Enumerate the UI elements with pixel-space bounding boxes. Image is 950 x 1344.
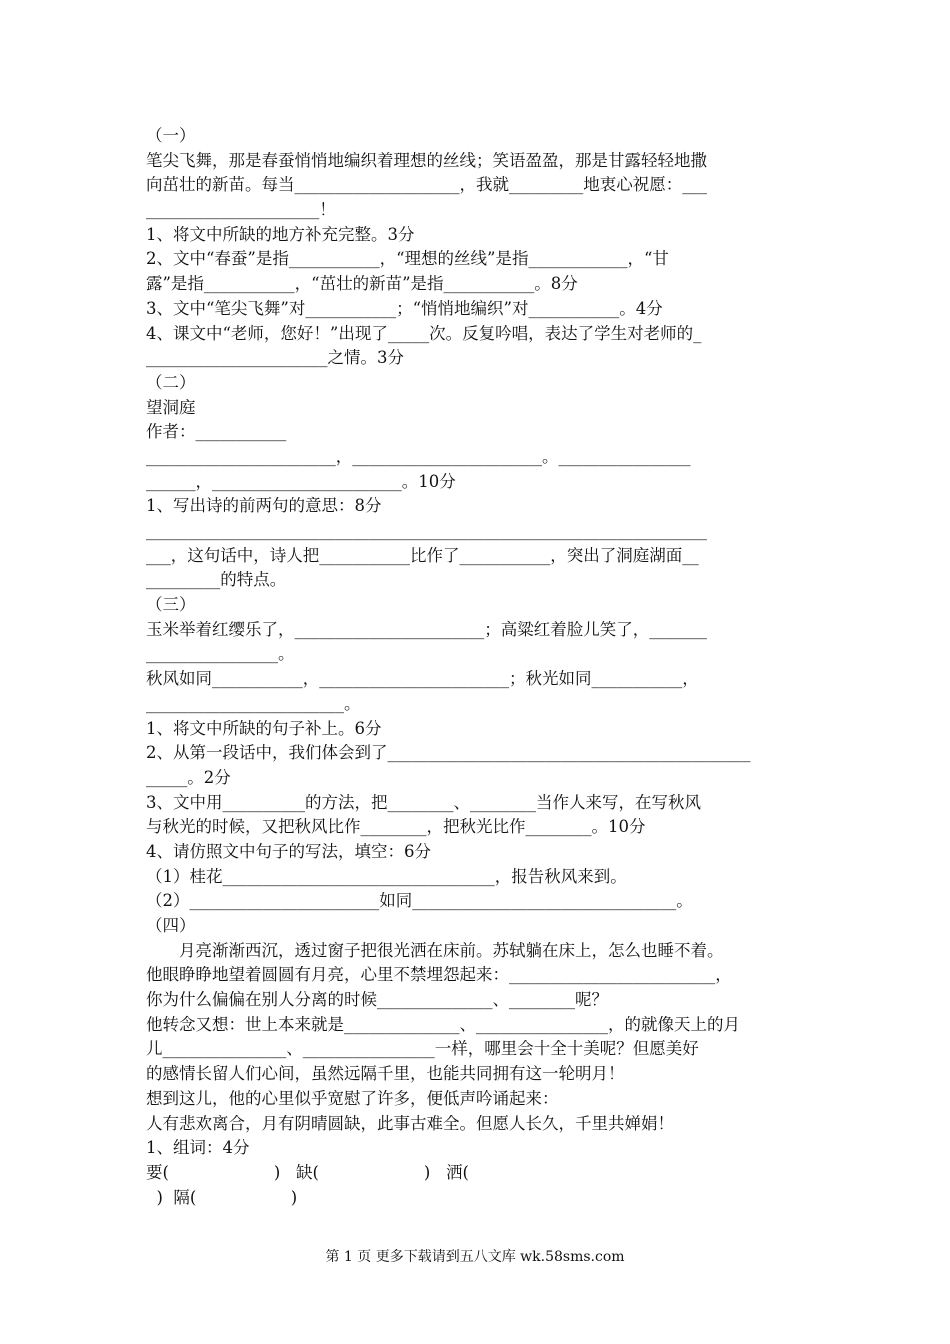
- text-line: ________________。: [146, 644, 295, 664]
- section-2: [146, 371, 806, 593]
- section-heading: （三）: [146, 595, 196, 615]
- question-line: 与秋光的时候，又把秋风比作________，把秋光比作________。10分: [146, 817, 646, 837]
- question-line: （1）桂花_________________________________，报告秋风来到。: [146, 866, 627, 886]
- question-line: 4、课文中“老师，您好！”出现了_____次。反复吟唱，表达了学生对老师的_: [146, 323, 702, 343]
- section-heading: （一）: [146, 126, 196, 145]
- section-3: [146, 593, 806, 914]
- question-line: （2）_______________________如同________________________________。: [146, 891, 693, 911]
- question-line: 1、将文中所缺的句子补上。6分: [146, 718, 382, 738]
- text-line: 笔尖飞舞，那是春蚕悄悄地编织着理想的丝线；笑语盈盈，那是甘露轻轻地撒: [146, 150, 707, 170]
- question-line: _________的特点。: [146, 570, 287, 590]
- text-line: 人有悲欢离合，月有阴晴圆缺，此事古难全。但愿人长久，千里共婵娟！: [146, 1113, 674, 1133]
- text-line: 他转念又想：世上本来就是______________、________________，的就像天上的月: [146, 1014, 740, 1034]
- text-line: 想到这儿，他的心里似乎宽慰了许多，便低声吟诵起来：: [146, 1088, 559, 1108]
- text-line: ________________________。: [146, 693, 361, 713]
- poem-title: 望洞庭: [146, 397, 196, 417]
- question-line: 3、文中用__________的方法，把________、________当作人来写，在写秋风: [146, 792, 701, 812]
- text-line: 儿_______________、________________一样，哪里会十全十美呢？但愿美好: [146, 1039, 699, 1059]
- question-line: 2、从第一段话中，我们体会到了____________________________________________: [146, 743, 751, 763]
- page-footer: 第 1 页 更多下载请到五八文库 wk.58sms.com: [325, 1249, 625, 1265]
- text-line: 他眼睁睁地望着圆圆有月亮，心里不禁埋怨起来：_________________________，: [146, 965, 732, 985]
- question-line: ______________________之情。3分: [146, 348, 404, 368]
- question-line: 1、将文中所缺的地方补充完整。3分: [146, 224, 415, 244]
- question-line: 3、文中“笔尖飞舞”对___________；“悄悄地编织”对___________。4分: [146, 298, 663, 318]
- text-line: _______________________，_______________________。________________: [146, 446, 691, 466]
- text-line: 向茁壮的新苗。每当____________________，我就_________地衷心祝愿：___: [146, 175, 707, 195]
- question-line: 1、写出诗的前两句的意思：8分: [146, 496, 382, 516]
- document-page: [146, 124, 806, 1210]
- text-line: 秋风如同___________，_______________________；秋光如同___________，: [146, 669, 699, 689]
- text-line: _____________________！: [146, 200, 336, 220]
- text-line: ______，_______________________。10分: [146, 471, 456, 491]
- question-line: 露”是指___________，“茁壮的新苗”是指___________。8分: [146, 274, 578, 294]
- question-line: ) 隔( ): [146, 1187, 298, 1207]
- section-1: [146, 124, 806, 371]
- text-line: 玉米举着红缨乐了，_______________________；高粱红着脸儿笑了，_______: [146, 619, 707, 639]
- text-line: 的感情长留人们心间，虽然远隔千里，也能共同拥有这一轮明月！: [146, 1064, 625, 1084]
- question-line: 4、请仿照文中句子的写法，填空：6分: [146, 841, 431, 861]
- question-line: 1、组词：4分: [146, 1138, 250, 1158]
- section-heading: （二）: [146, 372, 196, 392]
- question-line: 要( ) 缺( ) 洒(: [146, 1162, 469, 1182]
- question-line: ___，这句话中，诗人把___________比作了___________，突出了洞庭湖面__: [146, 545, 699, 565]
- text-line: 你为什么偏偏在别人分离的时候______________、________呢？: [146, 990, 608, 1010]
- answer-line: ____________________________________________________________________: [146, 521, 707, 540]
- section-4: [146, 914, 806, 1210]
- text-line: 作者：___________: [146, 422, 287, 442]
- question-line: _____。2分: [146, 767, 231, 787]
- question-line: 2、文中“春蚕”是指___________，“理想的丝线”是指____________，“甘: [146, 249, 669, 269]
- text-line: 月亮渐渐西沉，透过窗子把很光洒在床前。苏轼躺在床上，怎么也睡不着。: [179, 940, 724, 960]
- section-heading: （四）: [146, 916, 196, 935]
